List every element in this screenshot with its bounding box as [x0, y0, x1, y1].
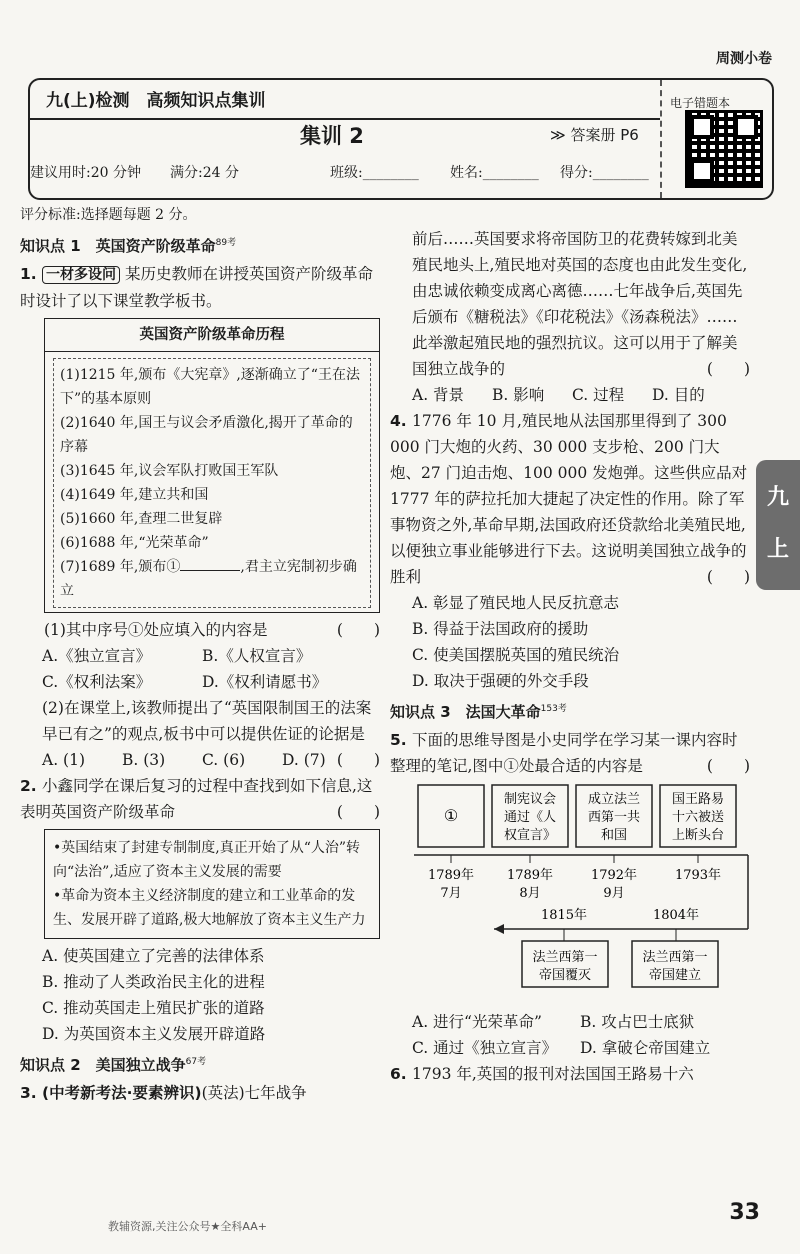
svg-text:成立法兰: 成立法兰: [587, 792, 641, 807]
series-title: 九(上)检测 高频知识点集训: [46, 91, 266, 111]
svg-text:国王路易: 国王路易: [671, 792, 725, 807]
name-field: 姓名:________: [450, 165, 539, 181]
q3-options: A. 背景 B. 影响 C. 过程 D. 目的: [412, 386, 705, 404]
question-5: 5. 下面的思维导图是小史同学在学习某一课内容时整理的笔记,图中①处最合适的内容是 ( ): [390, 731, 750, 775]
q5-options: A. 进行“光荣革命” B. 攻占巴士底狱 C. 通过《独立宣言》 D. 拿破仑帝国建立: [412, 1013, 711, 1057]
svg-text:十六被送: 十六被送: [671, 810, 725, 825]
score-field: 得分:________: [560, 165, 649, 181]
blackboard-box: 英国资产阶级革命历程 (1)1215 年,颁布《大宪章》,逐渐确立了“王在法下”的基本原则 (2)1640 年,国王与议会矛盾激化,揭开了革命的序幕 (3)1645 年,议会军队打败国王军队 (4)1649 年,建立共和国 (5)1660 年,查理二世复辟 (6)1688 年,“光荣革命” (7)1689 年,颁布① ,君主立宪制初步确立: [44, 318, 380, 613]
top-right-label: 周测小卷: [716, 51, 772, 67]
qr-code-icon: [685, 110, 763, 188]
q3-continued: 前后……英国要求将帝国防卫的花费转嫁到北美殖民地头上,殖民地对英国的态度也由此发生变化,由忠诚依赖变成离心离德……七年战争后,英国先后颁布《糖税法》《印花税法》《汤森税法》……此举激起殖民地的强烈抗议。这可以用于了解美国独立战争的 ( ): [412, 230, 750, 378]
svg-text:西第一共: 西第一共: [587, 810, 641, 825]
info-box: •英国结束了封建专制制度,真正开始了从“人治”转向“法治”,适应了资本主义发展的需要 •革命为资本主义经济制度的建立和工业革命的发生、发展开辟了道路,极大地解放了资本主义生产力: [44, 829, 380, 939]
question-1: 1. 一材多设问 某历史教师在讲授英国资产阶级革命时设计了以下课堂教学板书。: [20, 265, 373, 310]
svg-text:权宣言》: 权宣言》: [503, 828, 557, 843]
question-3: 3. (中考新考法·要素辨识)(英法)七年战争: [20, 1084, 307, 1102]
q2-option-c[interactable]: C. 推动英国走上殖民扩张的道路: [42, 999, 265, 1017]
date-2: 1789年: [506, 868, 554, 883]
question-tag: 一材多设问: [42, 266, 120, 284]
grade-side-tab: 九 上: [756, 460, 800, 590]
svg-text:法兰西第一: 法兰西第一: [532, 950, 598, 965]
svg-text:帝国建立: 帝国建立: [648, 968, 702, 983]
q4-option-b[interactable]: B. 得益于法国政府的援助: [412, 620, 589, 638]
q1-sub2: (2)在课堂上,该教师提出了“英国限制国王的法案早已有之”的观点,板书中可以提供佐证的论据是 ( ): [42, 699, 380, 769]
question-6: 6. 1793 年,英国的报刊对法国国王路易十六: [390, 1065, 694, 1083]
map-box-1: [418, 785, 484, 847]
right-column: [390, 226, 750, 1087]
class-field: 班级:________: [330, 165, 419, 181]
map-box-6: [632, 941, 718, 987]
map-box-4: [660, 785, 736, 847]
question-2: 2. 小鑫同学在课后复习的过程中查找到如下信息,这表明英国资产阶级革命 ( ): [20, 777, 380, 821]
knowledge-point-1: 知识点 1 英国资产阶级革命$^{89考}$: [20, 237, 237, 255]
q4-option-a[interactable]: A. 彰显了殖民地人民反抗意志: [412, 594, 620, 612]
qr-label: 电子错题本: [670, 96, 731, 110]
map-box-2: [492, 785, 568, 847]
svg-text:通过《人: 通过《人: [503, 810, 557, 825]
q1-sub1: (1)其中序号①处应填入的内容是 ( ): [44, 621, 380, 639]
question-4: 4. 1776 年 10 月,殖民地从法国那里得到了 300 000 门大炮的火药、30 000 支步枪、200 门大炮、27 门迫击炮、100 000 发炮弹。这些供应品对 1777 年的萨拉托加大捷起了决定性的作用。除了军事物资之外,革命早期,法国政府还贷款给北美殖民地,以便独立事业能够进行下去。这说明美国独立战争的胜利 ( ): [390, 412, 750, 586]
q2-option-d[interactable]: D. 为英国资本主义发展开辟道路: [42, 1025, 266, 1043]
svg-text:9月: 9月: [603, 886, 625, 901]
q4-option-d[interactable]: D. 取决于强硬的外交手段: [412, 672, 589, 690]
q2-option-b[interactable]: B. 推动了人类政治民主化的进程: [42, 973, 265, 991]
svg-text:和国: 和国: [600, 828, 628, 843]
svg-text:制宪议会: 制宪议会: [503, 792, 557, 807]
q2-option-a[interactable]: A. 使英国建立了完善的法律体系: [42, 947, 265, 965]
knowledge-point-2: 知识点 2 美国独立战争$^{67考}$: [20, 1056, 207, 1074]
knowledge-point-3: 知识点 3 法国大革命$^{153考}$: [390, 703, 567, 721]
mind-map-diagram: [414, 779, 754, 1009]
header-panel: [28, 78, 774, 200]
map-box-5: [522, 941, 608, 987]
map-box-3: [576, 785, 652, 847]
page-number: 33: [729, 1200, 760, 1225]
page-title: 集训 2: [300, 124, 364, 148]
svg-text:上断头台: 上断头台: [671, 828, 725, 843]
date-6: 1804年: [652, 908, 700, 923]
q1-sub1-options: A.《独立宣言》 B.《人权宣言》 C.《权利法案》 D.《权利请愿书》: [42, 647, 328, 691]
date-4: 1793年: [674, 868, 722, 883]
svg-text:①: ①: [443, 806, 459, 825]
q4-option-c[interactable]: C. 使美国摆脱英国的殖民统治: [412, 646, 620, 664]
footer-note: 教辅资源,关注公众号★全科AA+: [108, 1220, 267, 1233]
date-5: 1815年: [540, 908, 588, 923]
answer-reference: ≫ 答案册 P6: [550, 126, 639, 144]
full-score: 满分:24 分: [170, 165, 239, 181]
left-column: [20, 202, 380, 1106]
svg-text:法兰西第一: 法兰西第一: [642, 950, 708, 965]
q1-sub2-options: A. (1) B. (3) C. (6) D. (7): [42, 751, 326, 769]
suggested-time: 建议用时:20 分钟: [30, 165, 141, 181]
svg-text:帝国覆灭: 帝国覆灭: [538, 968, 592, 983]
svg-text:7月: 7月: [440, 886, 462, 901]
date-3: 1792年: [590, 868, 638, 883]
date-1: 1789年: [427, 868, 475, 883]
svg-text:8月: 8月: [519, 886, 541, 901]
scoring-standard: 评分标准:选择题每题 2 分。: [20, 207, 197, 223]
